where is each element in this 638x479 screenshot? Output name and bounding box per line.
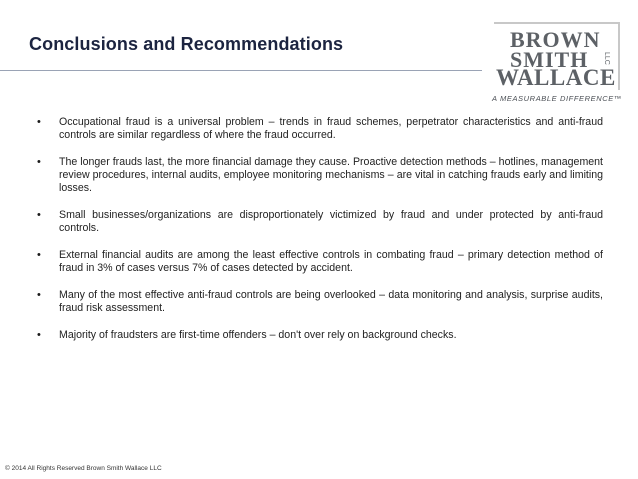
bullet-item (37, 249, 603, 275)
bullet-dot-icon: • (37, 329, 41, 341)
copyright-footer: © 2014 All Rights Reserved Brown Smith Wallace LLC (5, 465, 162, 472)
bullet-text: External financial audits are among the least effective controls in combating fraud – primary detection method of fraud in 3% of cases versus 7% of cases detected by accident. (59, 249, 603, 274)
bullet-item (37, 209, 603, 235)
logo-line-wallace: WALLACE (496, 65, 616, 90)
bullet-list (37, 116, 603, 356)
logo-line-brown: BROWN (510, 27, 601, 52)
bullet-item (37, 329, 603, 342)
logo-line-smith: SMITH (510, 47, 589, 72)
bullet-dot-icon: • (37, 289, 41, 301)
bullet-item (37, 116, 603, 142)
bullet-text: Majority of fraudsters are first-time offenders – don't over rely on background checks. (59, 329, 457, 341)
bullet-text: Many of the most effective anti-fraud controls are being overlooked – data monitoring and analysis, surprise audits, fraud risk assessment. (59, 289, 603, 314)
bullet-item (37, 289, 603, 315)
title-divider (0, 70, 482, 71)
bullet-text: Occupational fraud is a universal problem – trends in fraud schemes, perpetrator characteristics and anti-fraud controls are similar regardless of where the fraud occurred. (59, 116, 603, 141)
bullet-dot-icon: • (37, 209, 41, 221)
bullet-text: Small businesses/organizations are disproportionately victimized by fraud and under protected by anti-fraud controls. (59, 209, 603, 234)
bullet-dot-icon: • (37, 249, 41, 261)
slide-title: Conclusions and Recommendations (29, 34, 344, 54)
bullet-item (37, 156, 603, 195)
logo-llc: LLC (603, 52, 610, 65)
bullet-dot-icon: • (37, 116, 41, 128)
company-logo (482, 22, 638, 108)
bullet-dot-icon: • (37, 156, 41, 168)
logo-tagline: A MEASURABLE DIFFERENCE™ (492, 94, 622, 103)
bullet-text: The longer frauds last, the more financial damage they cause. Proactive detection methods – hotlines, management review procedures, internal audits, employee monitoring mechanisms – are vital in catching frauds early and limiting losses. (59, 156, 603, 194)
